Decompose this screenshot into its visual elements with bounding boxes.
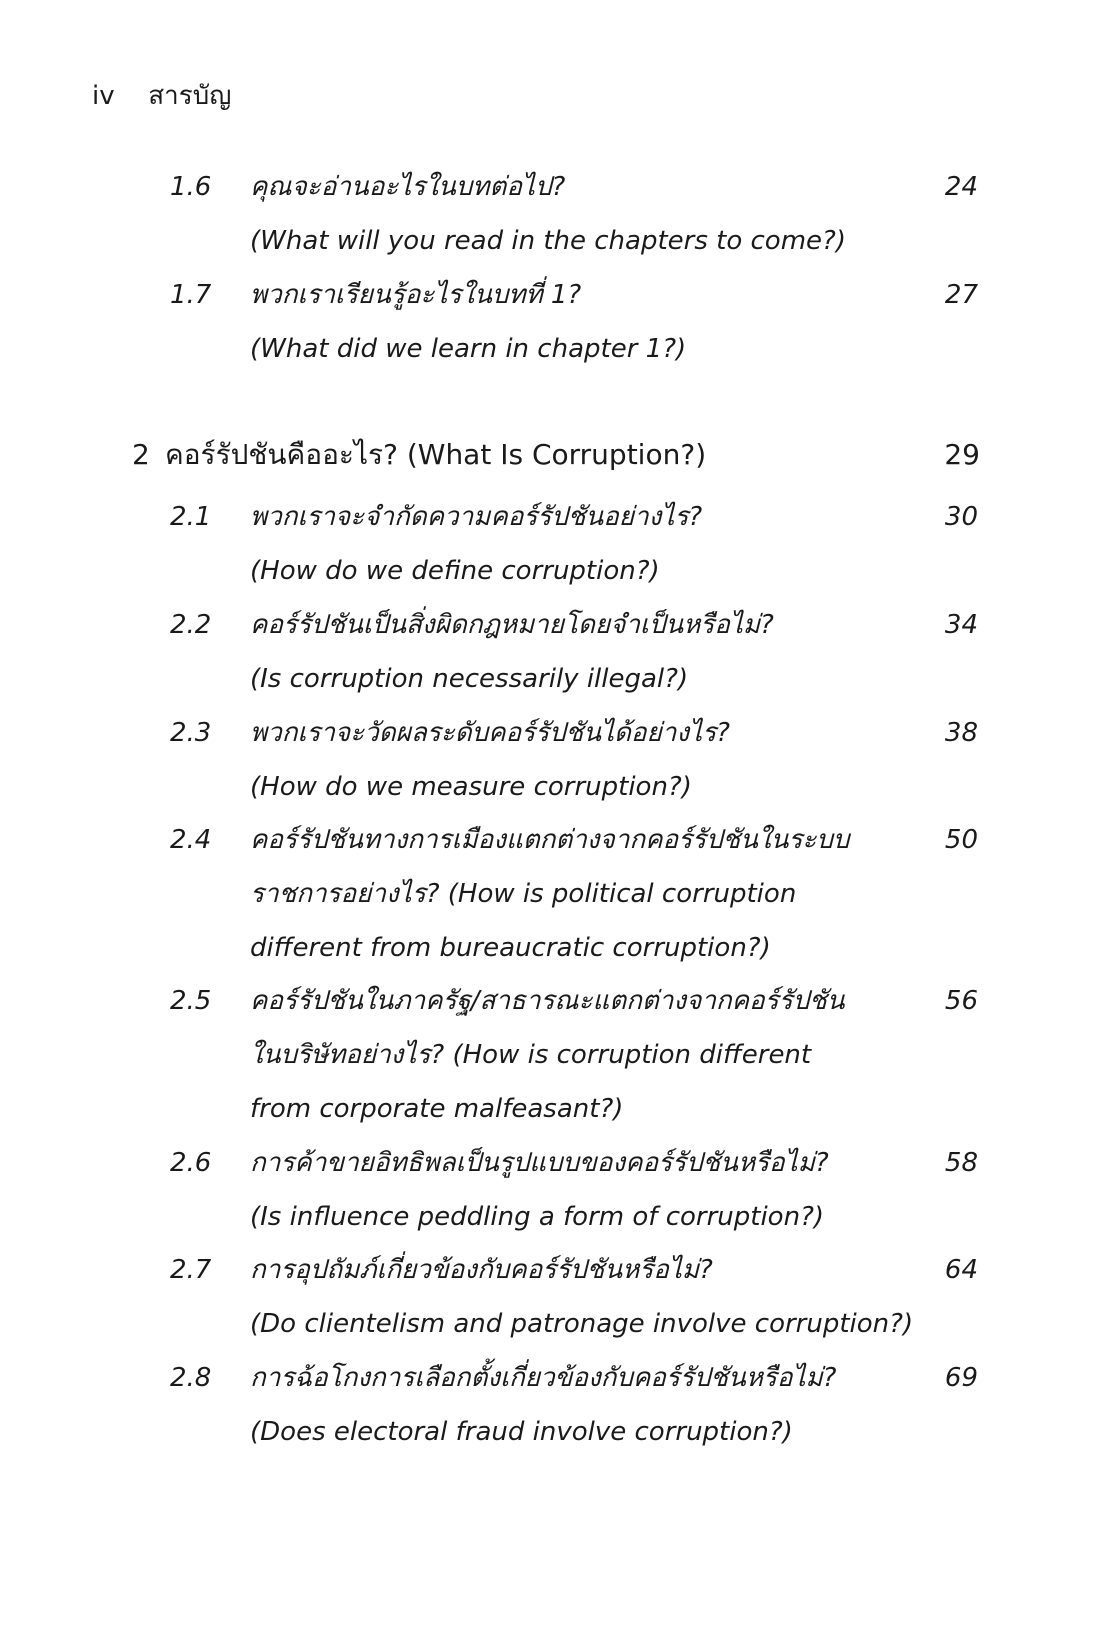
toc-entry-number: 2.6 [170,1148,212,1178]
toc-entry-title [250,813,890,975]
toc-entry-page: 24 [944,172,978,202]
toc-entry-line: (Does electoral fraud involve corruption?) [250,1417,793,1447]
chapter-page: 29 [944,438,980,471]
toc-entry-line: (Is corruption necessarily illegal?) [250,664,689,694]
toc-entry-title [250,706,890,814]
toc-entry-line: พวกเราจะวัดผลระดับคอร์รัปชันได้อย่างไร? [250,718,730,748]
toc-entry-page: 38 [944,718,978,748]
toc-entry-title [250,160,890,268]
toc-entry-line: การค้าขายอิทธิพลเป็นรูปแบบของคอร์รัปชันหรือไม่? [250,1148,829,1178]
toc-entry-line: (Do clientelism and patronage involve corruption?) [250,1309,914,1339]
toc-entry-line: (What did we learn in chapter 1?) [250,334,687,364]
toc-entry-number: 2.3 [170,718,212,748]
toc-entry-page: 56 [944,986,978,1016]
toc-entry-number: 2.1 [170,502,212,532]
toc-entry-number: 2.8 [170,1363,212,1393]
toc-entry-line: ในบริษัทอย่างไร? (How is corruption different [250,1040,812,1070]
toc-entry-line: (Is influence peddling a form of corruption?) [250,1202,825,1232]
chapter-title: คอร์รัปชันคืออะไร? (What Is Corruption?) [165,438,707,471]
toc-entry-title [250,268,890,376]
toc-entry-line: คอร์รัปชันในภาครัฐ/สาธารณะแตกต่างจากคอร์รัปชัน [250,986,845,1016]
toc-entry-line: พวกเราจะจำกัดความคอร์รัปชันอย่างไร? [250,502,703,532]
toc-entry-page: 27 [944,280,978,310]
toc-entry-page: 64 [944,1255,978,1285]
toc-entry-page: 50 [944,825,978,855]
toc-entry-title [250,1351,890,1459]
toc-entry-line: (How do we measure corruption?) [250,772,692,802]
toc-entry-title [250,974,890,1136]
toc-entry-page: 58 [944,1148,978,1178]
toc-entry-line: คอร์รัปชันทางการเมืองแตกต่างจากคอร์รัปชันในระบบ [250,825,850,855]
toc-entry-line: การอุปถัมภ์เกี่ยวข้องกับคอร์รัปชันหรือไม่? [250,1255,713,1285]
toc-entry-page: 69 [944,1363,978,1393]
toc-entry-title [250,490,890,598]
toc-entry-number: 1.7 [170,280,212,310]
page-folio: iv [92,81,115,111]
toc-entry-line: ราชการอย่างไร? (How is political corruption [250,879,797,909]
toc-entry-line: from corporate malfeasant?) [250,1094,624,1124]
toc-entry-number: 1.6 [170,172,212,202]
toc-entry-page: 34 [944,610,978,640]
toc-entry-title [250,1136,890,1244]
toc-entry-line: different from bureaucratic corruption?) [250,933,771,963]
page-header [92,78,231,114]
toc-entry-title [250,1243,914,1351]
toc-entry-line: คอร์รัปชันเป็นสิ่งผิดกฎหมายโดยจำเป็นหรือไม่? [250,610,774,640]
toc-entry-title [250,598,890,706]
toc-entry-line: พวกเราเรียนรู้อะไรในบทที่ 1? [250,280,582,310]
running-title: สารบัญ [148,81,232,111]
toc-entry-number: 2.4 [170,825,212,855]
toc-entry-page: 30 [944,502,978,532]
chapter-number: 2 [132,438,150,471]
toc-entry-number: 2.7 [170,1255,212,1285]
toc-entry-line: คุณจะอ่านอะไรในบทต่อไป? [250,172,566,202]
toc-entry-number: 2.2 [170,610,212,640]
toc-entry-line: (How do we define corruption?) [250,556,660,586]
toc-entry-number: 2.5 [170,986,212,1016]
toc-entry-line: การฉ้อโกงการเลือกตั้งเกี่ยวข้องกับคอร์รัปชันหรือไม่? [250,1363,837,1393]
toc-entry-line: (What will you read in the chapters to come?) [250,226,846,256]
